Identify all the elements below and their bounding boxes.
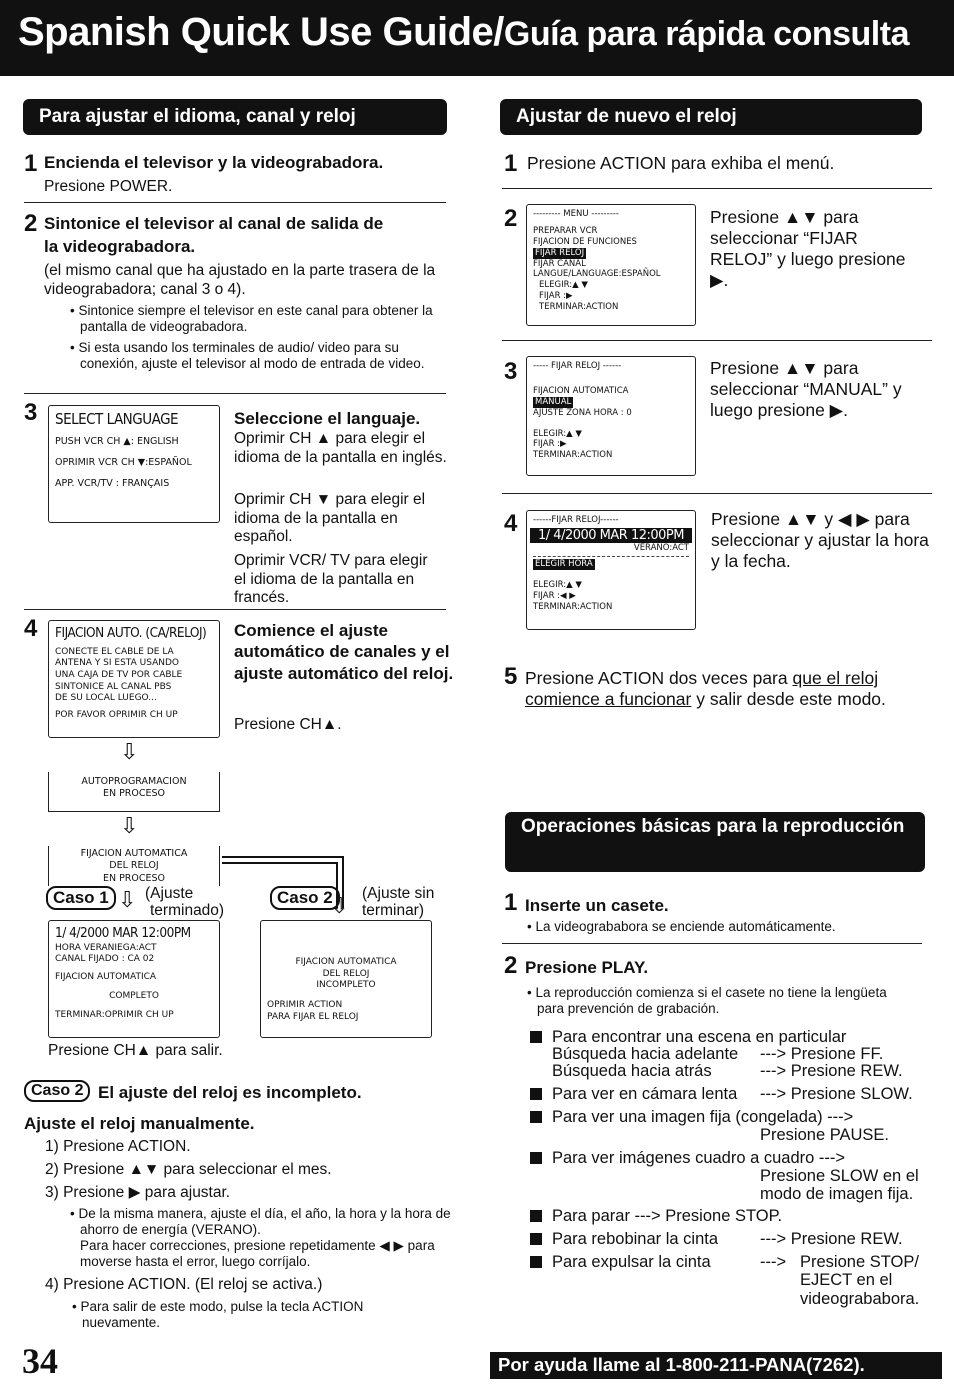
caso2-section-badge-wrap <box>24 1080 90 1102</box>
osd-row: FIJAR CANAL <box>533 258 586 269</box>
page-number: 34 <box>22 1341 58 1381</box>
osd-highlight: FIJAR RELOJ <box>535 247 585 258</box>
step-title: Comience el ajuste automático de canales y el ajuste automático del reloj. <box>234 621 454 683</box>
down-arrow-icon: ⇩ <box>120 813 139 838</box>
osd-row: FIJACION AUTOMATICA <box>295 957 397 967</box>
osd-row: EN PROCESO <box>102 872 166 884</box>
step-text: Oprimir CH ▼ para elegir el idioma de la pantalla en español. <box>234 491 426 546</box>
square-bullet-icon <box>530 1031 542 1043</box>
step-text <box>525 668 935 710</box>
help-banner: Por ayuda llame al 1-800-211-PANA(7262). <box>490 1352 942 1379</box>
manual-step: 2) Presione ▲▼ para seleccionar el mes. <box>45 1161 332 1178</box>
osd-row: ------FIJAR RELOJ------ <box>533 515 619 525</box>
step5-text-b: y salir desde este modo. <box>691 689 886 709</box>
osd-language-screen <box>48 405 220 523</box>
osd-time: 1/ 4/2000 MAR 12:00PM <box>55 925 191 941</box>
op-action: Presione PAUSE. <box>760 1126 890 1144</box>
osd-row: UNA CAJA DE TV POR CABLE <box>55 669 183 680</box>
op-row <box>530 1207 782 1225</box>
down-arrow-icon: ⇩ <box>120 739 139 764</box>
connector-line <box>222 856 344 858</box>
osd-row: DEL RELOJ <box>322 968 370 979</box>
osd-row: PUSH VCR CH ▲: ENGLISH <box>55 435 179 447</box>
caso1-label-group <box>46 886 116 910</box>
osd-row: DEL RELOJ <box>109 860 159 872</box>
osd-menu-screen <box>526 204 696 326</box>
osd-row: VERANO:ACT <box>633 543 689 554</box>
osd-row: TERMINAR:OPRIMIR CH UP <box>55 1010 174 1021</box>
osd-row: OPRIMIR VCR CH ▼:ESPAÑOL <box>55 456 192 468</box>
osd-row: OPRIMIR ACTION <box>267 1000 343 1011</box>
op-label: Para rebobinar la cinta <box>552 1230 719 1248</box>
op-action: ---> Presione SLOW. <box>760 1085 913 1103</box>
exit-text: Presione CH▲ para salir. <box>48 1042 223 1059</box>
osd-row: FIJAR :◀ ▶ <box>533 591 576 602</box>
step-title-2: la videograbadora. <box>44 237 196 256</box>
osd-autoprogram-box <box>48 772 220 812</box>
caso2-text: (Ajuste sin <box>362 885 435 902</box>
divider <box>502 340 932 341</box>
op-label: Para expulsar la cinta <box>552 1253 711 1271</box>
manual-step: 4) Presione ACTION. (El reloj se activa.) <box>45 1276 323 1293</box>
caso1-badge: Caso 1 <box>46 886 116 910</box>
osd-row: TERMINAR:ACTION <box>533 601 613 612</box>
osd-row: INCOMPLETO <box>316 980 376 991</box>
op-row <box>530 1085 737 1103</box>
osd-row: FIJACION DE FUNCIONES <box>533 236 637 247</box>
step-title: Encienda el televisor y la videograbadora. <box>44 153 384 172</box>
bullet: • Para salir de este modo, pulse la tecla ACTION nuevamente. <box>72 1299 364 1331</box>
step-text: Presione ACTION para exhiba el menú. <box>527 153 835 173</box>
connector-line <box>222 862 338 864</box>
page-title <box>18 10 909 55</box>
osd-set-clock-screen <box>526 356 696 476</box>
osd-row: LANGUE/LANGUAGE:ESPAÑOL <box>533 269 661 280</box>
step-text: (el mismo canal que ha ajustado en la parte trasera de la videograbadora; canal 3 o 4). <box>44 262 436 298</box>
osd-row: FIJACION AUTOMATICA <box>533 385 629 396</box>
step-title: Sintonice el televisor al canal de salida de <box>44 214 384 233</box>
osd-row: SINTONICE AL CANAL PBS <box>55 681 172 692</box>
op-action: ---> Presione REW. <box>760 1062 903 1080</box>
osd-row: ELEGIR:▲ ▼ <box>533 428 582 439</box>
osd-row: FIJACION AUTOMATICA <box>55 971 157 982</box>
step5-text-underlined: que el reloj comience a funcionar <box>525 668 879 709</box>
osd-row: ANTENA Y SI ESTA USANDO <box>55 658 179 669</box>
square-bullet-icon <box>530 1152 542 1164</box>
manual-step: 1) Presione ACTION. <box>45 1138 191 1155</box>
down-arrow-icon: ⇩ <box>118 887 137 912</box>
bullet-cont: Para hacer correcciones, presione repetidamente ◀ ▶ para moverse hasta el error, luego corríjalo. <box>80 1238 435 1270</box>
step-text: Presione CH▲. <box>234 716 342 733</box>
osd-highlight: ELEGIR HORA <box>535 559 593 570</box>
caso2-text: terminar) <box>362 902 425 919</box>
osd-highlight: MANUAL <box>535 396 572 407</box>
square-bullet-icon <box>530 1111 542 1123</box>
bullet: • Sintonice siempre el televisor en este canal para obtener la pantalla de videograbadora. <box>70 303 433 335</box>
osd-incomplete-screen <box>260 920 432 1038</box>
step-title: Seleccione el languaje. <box>234 409 421 428</box>
step-number: 1 <box>504 150 518 177</box>
osd-row: PREPARAR VCR <box>533 225 598 236</box>
title-main: Spanish Quick Use Guide/ <box>18 10 504 54</box>
step-number: 4 <box>504 510 518 537</box>
osd-row: ELEGIR:▲ ▼ <box>539 280 588 291</box>
op-label: Para parar ---> Presione STOP. <box>552 1207 783 1225</box>
op-sub: Búsqueda hacia atrás <box>552 1062 712 1080</box>
step5-text-a: Presione ACTION dos veces para <box>525 668 793 688</box>
osd-title: SELECT LANGUAGE <box>55 410 179 428</box>
title-sub: Guía para rápida consulta <box>503 15 909 53</box>
caso1-text: (Ajuste <box>145 885 194 902</box>
osd-row: POR FAVOR OPRIMIR CH UP <box>55 709 178 720</box>
osd-row: APP. VCR/TV : FRANÇAIS <box>55 478 170 490</box>
bullet: • La reproducción comienza si el casete no tiene la lengüeta para prevención de grabación. <box>527 985 887 1017</box>
op-row <box>530 1253 711 1271</box>
title-bar <box>0 0 954 76</box>
osd-row: AJUSTE ZONA HORA : 0 <box>533 407 632 418</box>
osd-row: PARA FIJAR EL RELOJ <box>267 1011 359 1022</box>
osd-row: TERMINAR:ACTION <box>533 450 613 461</box>
step-number: 2 <box>504 205 518 232</box>
osd-clock-process-box <box>48 846 220 886</box>
step-number: 3 <box>24 399 38 426</box>
osd-row: EN PROCESO <box>102 788 166 800</box>
op-label: Para ver en cámara lenta <box>552 1085 738 1103</box>
osd-time-entry-screen <box>526 510 696 630</box>
osd-row: AUTOPROGRAMACION <box>81 776 187 787</box>
osd-row: ----- FIJAR RELOJ ------ <box>533 361 622 371</box>
step-title: Presione PLAY. <box>525 958 649 977</box>
op-row <box>530 1149 845 1167</box>
step-title: Inserte un casete. <box>525 896 669 915</box>
step-number: 2 <box>24 210 38 237</box>
step-text: Presione ▲▼ para seleccionar “FIJAR RELOJ” y luego presione ▶. <box>710 207 906 290</box>
op-label: Para encontrar una escena en particular <box>552 1028 847 1046</box>
square-bullet-icon <box>530 1233 542 1245</box>
osd-row: CANAL FIJADO : CA 02 <box>55 954 155 965</box>
step-number: 1 <box>24 150 38 177</box>
ops-section-header: Operaciones básicas para la reproducción <box>505 812 925 872</box>
divider <box>502 188 932 189</box>
square-bullet-icon <box>530 1210 542 1222</box>
op-label: Para ver imágenes cuadro a cuadro ---> <box>552 1149 846 1167</box>
step-text: Oprimir CH ▲ para elegir el idioma de la pantalla en inglés. <box>234 430 447 466</box>
bullet: • Si esta usando los terminales de audio/ video para su conexión, ajuste el televisor al modo de entrada de video. <box>70 340 425 372</box>
divider <box>502 493 932 494</box>
divider <box>24 393 446 394</box>
op-action: ---> Presione FF. <box>760 1045 884 1063</box>
caso2-section-badge: Caso 2 <box>24 1080 90 1102</box>
divider <box>24 609 446 610</box>
osd-row: DE SU LOCAL LUEGO... <box>55 693 157 704</box>
op-sub: Búsqueda hacia adelante <box>552 1045 739 1063</box>
osd-row: TERMINAR:ACTION <box>539 302 619 312</box>
step-number: 5 <box>504 663 518 690</box>
op-row <box>530 1230 718 1248</box>
divider <box>24 202 446 203</box>
op-action: Presione SLOW en el modo de imagen fija. <box>760 1167 919 1204</box>
osd-auto-setup-screen <box>48 620 220 738</box>
op-label: Para ver una imagen fija (congelada) ---> <box>552 1108 854 1126</box>
op-arrow: ---> <box>760 1253 787 1271</box>
step-number: 4 <box>24 615 38 642</box>
right-section-header: Ajustar de nuevo el reloj <box>500 99 922 135</box>
square-bullet-icon <box>530 1088 542 1100</box>
step-text: Oprimir VCR/ TV para elegir el idioma de la pantalla en francés. <box>234 552 428 607</box>
osd-row: CONECTE EL CABLE DE LA <box>55 646 174 657</box>
step-text: Presione POWER. <box>44 178 173 195</box>
caso2-section-title: El ajuste del reloj es incompleto. <box>98 1083 362 1102</box>
osd-row: HORA VERANIEGA:ACT <box>55 942 157 953</box>
step-text: Presione ▲▼ para seleccionar “MANUAL” y luego presione ▶. <box>710 358 902 420</box>
op-action: Presione STOP/ EJECT en el videogrababora. <box>800 1253 920 1308</box>
square-bullet-icon <box>530 1256 542 1268</box>
manual-step: 3) Presione ▶ para ajustar. <box>45 1184 231 1201</box>
osd-row: --------- MENU --------- <box>533 209 619 219</box>
caso2-badge: Caso 2 <box>270 886 340 910</box>
step-number: 3 <box>504 358 518 385</box>
caso2-section-subtitle: Ajuste el reloj manualmente. <box>24 1114 255 1133</box>
osd-time-highlight: 1/ 4/2000 MAR 12:00PM <box>530 528 692 544</box>
osd-row: FIJAR :▶ <box>533 439 567 450</box>
osd-row: ELEGIR:▲ ▼ <box>533 580 582 591</box>
osd-row: COMPLETO <box>109 990 159 1001</box>
osd-title: FIJACION AUTO. (CA/RELOJ) <box>55 625 207 641</box>
divider <box>502 943 922 944</box>
osd-row: FIJAR :▶ <box>539 291 573 302</box>
bullet: • De la misma manera, ajuste el día, el año, la hora y la hora de ahorro de energía (VERANO). <box>70 1206 451 1238</box>
op-action: ---> Presione REW. <box>760 1230 903 1248</box>
osd-row: FIJACION AUTOMATICA <box>80 848 188 859</box>
op-row <box>530 1028 846 1046</box>
op-row <box>530 1108 853 1126</box>
bullet: • La videogrababora se enciende automáticamente. <box>527 919 836 934</box>
caso1-text: terminado) <box>150 902 225 919</box>
step-number: 1 <box>504 889 518 916</box>
left-section-header: Para ajustar el idioma, canal y reloj <box>23 99 447 135</box>
step-text: Presione ▲▼ y ◀ ▶ para seleccionar y ajustar la hora y la fecha. <box>711 509 929 571</box>
step-number: 2 <box>504 952 518 979</box>
osd-complete-screen <box>48 920 220 1038</box>
down-arrow-icon: ⇩ <box>330 893 349 918</box>
